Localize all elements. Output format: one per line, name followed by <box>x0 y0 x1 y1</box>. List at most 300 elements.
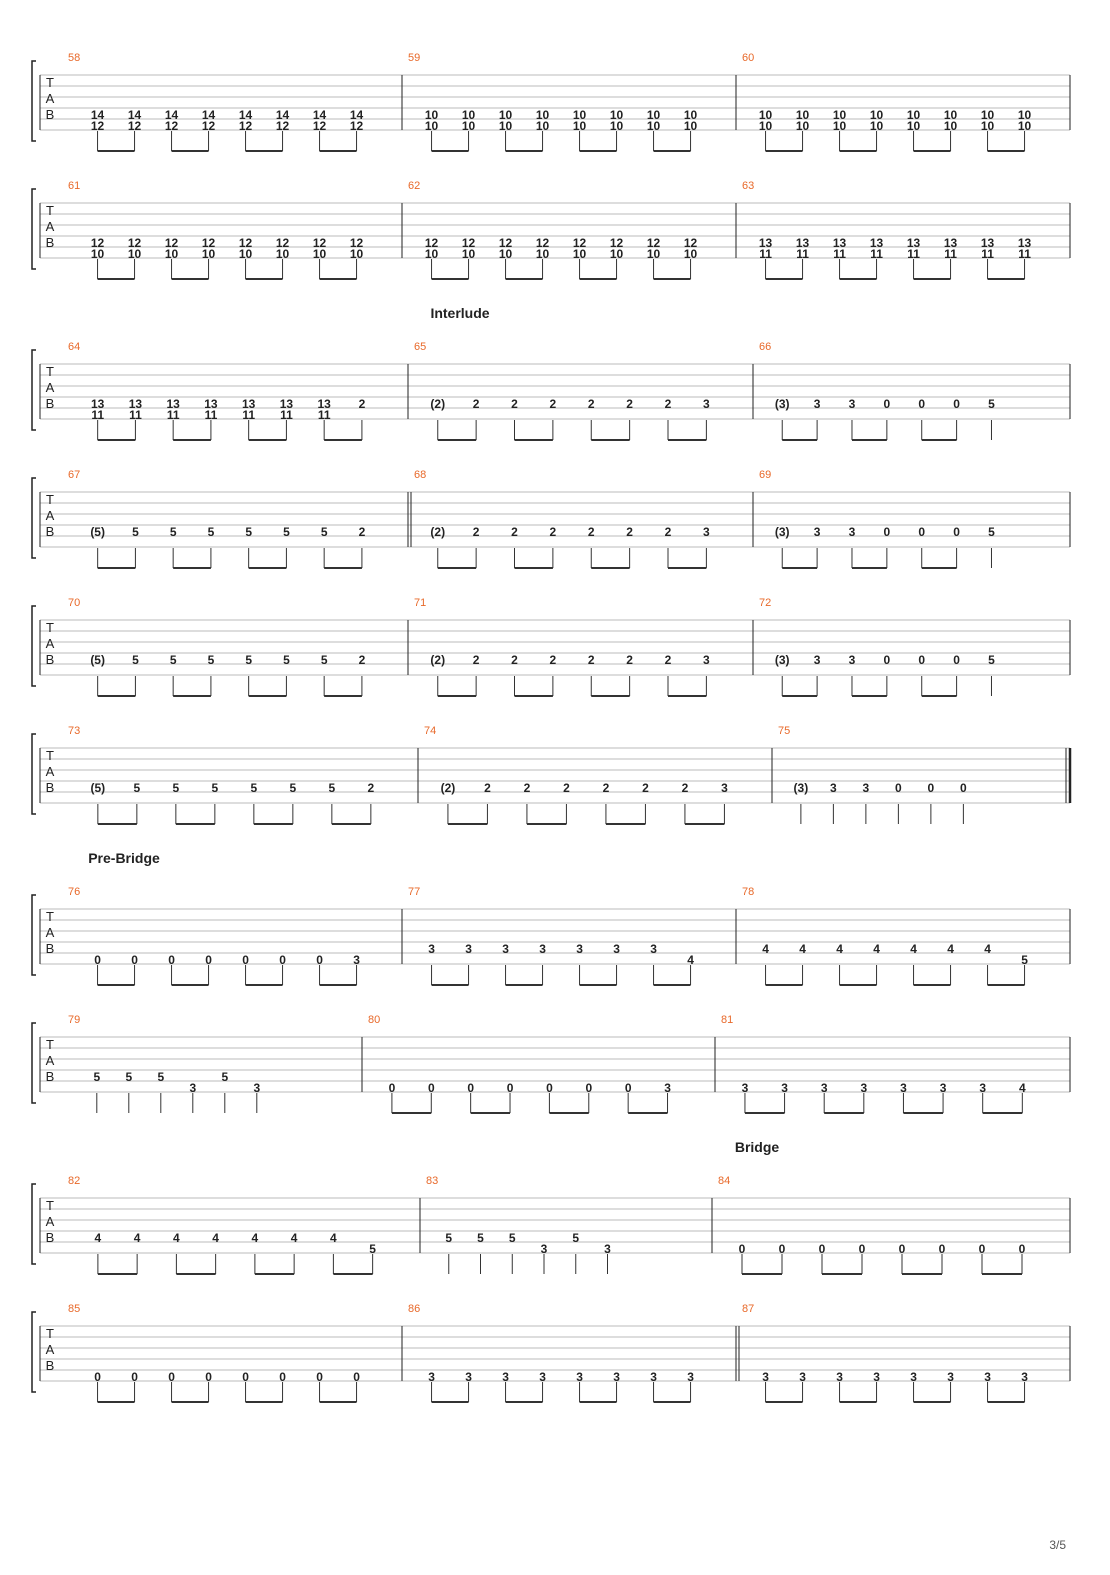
tab-clef-letter: T <box>46 620 54 635</box>
fret-number: 13 <box>166 397 180 411</box>
fret-number: 3 <box>650 1370 657 1384</box>
measure-number: 67 <box>68 469 81 481</box>
fret-number: 13 <box>758 236 773 250</box>
fret-number: 4 <box>762 942 769 956</box>
fret-number: 10 <box>572 119 587 133</box>
system-bracket <box>32 1312 36 1392</box>
fret-number: 0 <box>978 1242 986 1256</box>
fret-number: 4 <box>687 953 694 967</box>
fret-number: 12 <box>349 119 364 133</box>
fret-number: (5) <box>90 653 105 667</box>
measure-number: 85 <box>68 1303 81 1315</box>
fret-number: 0 <box>953 525 960 539</box>
fret-number: 0 <box>168 953 175 967</box>
fret-number: 4 <box>873 942 880 956</box>
measure-number: 71 <box>414 597 427 609</box>
fret-number: 5 <box>211 781 219 795</box>
system-bracket <box>32 350 36 430</box>
fret-number: 13 <box>204 397 218 411</box>
fret-number: 3 <box>613 942 620 956</box>
fret-number: 0 <box>927 781 935 795</box>
fret-number: 3 <box>830 781 837 795</box>
fret-number: 14 <box>349 108 364 122</box>
fret-number: 0 <box>918 397 926 411</box>
section-label: Interlude <box>430 305 490 321</box>
fret-number: 5 <box>157 1070 165 1084</box>
fret-number: 3 <box>979 1081 987 1095</box>
fret-number: 5 <box>328 781 336 795</box>
fret-number: 5 <box>93 1070 101 1084</box>
fret-number: 12 <box>572 236 587 250</box>
fret-number: 2 <box>642 781 649 795</box>
fret-number: 4 <box>836 942 843 956</box>
fret-number: 10 <box>238 247 253 261</box>
fret-number: 10 <box>461 119 476 133</box>
fret-number: 10 <box>795 108 810 122</box>
fret-number: 10 <box>498 108 513 122</box>
fret-number: 12 <box>498 236 513 250</box>
fret-number: 0 <box>858 1242 866 1256</box>
fret-number: 10 <box>609 119 624 133</box>
tab-clef-letter: A <box>45 636 55 651</box>
fret-number: 10 <box>609 108 624 122</box>
fret-number: 4 <box>173 1231 180 1245</box>
fret-number: 3 <box>813 397 821 411</box>
fret-number: 3 <box>848 397 856 411</box>
fret-number: 2 <box>511 525 518 539</box>
fret-number: 12 <box>312 119 327 133</box>
fret-number: 3 <box>502 942 509 956</box>
fret-number: 11 <box>242 408 256 422</box>
measure-number: 84 <box>718 1175 731 1187</box>
fret-number: 5 <box>125 1070 133 1084</box>
fret-number: 10 <box>758 119 773 133</box>
fret-number: 0 <box>506 1081 514 1095</box>
fret-number: 10 <box>572 108 587 122</box>
section-label: Bridge <box>734 1139 780 1155</box>
fret-number: 3 <box>253 1081 261 1095</box>
fret-number: 13 <box>980 236 995 250</box>
measure-number: 63 <box>742 180 755 192</box>
fret-number: 0 <box>883 653 891 667</box>
fret-number: 2 <box>549 525 557 539</box>
fret-number: 10 <box>683 247 698 261</box>
fret-number: 4 <box>133 1231 141 1245</box>
fret-number: 2 <box>587 397 595 411</box>
fret-number: 13 <box>795 236 810 250</box>
fret-number: 14 <box>164 108 179 122</box>
fret-number: 0 <box>94 953 101 967</box>
tab-system <box>32 1014 1070 1113</box>
fret-number: 0 <box>883 397 891 411</box>
fret-number: 2 <box>664 653 672 667</box>
tab-clef-letter: B <box>45 396 55 411</box>
fret-number: 11 <box>129 408 142 422</box>
fret-number: 2 <box>472 525 480 539</box>
fret-number: 14 <box>201 108 216 122</box>
fret-number: (3) <box>793 781 809 795</box>
fret-number: 3 <box>947 1370 954 1384</box>
fret-number: 14 <box>90 108 105 122</box>
measure-number: 66 <box>759 341 772 353</box>
fret-number: 3 <box>813 653 821 667</box>
tab-system <box>32 305 1070 440</box>
fret-number: 2 <box>549 653 557 667</box>
fret-number: 2 <box>587 525 595 539</box>
fret-number: 3 <box>799 1370 806 1384</box>
fret-number: 3 <box>741 1081 749 1095</box>
fret-number: 13 <box>906 236 921 250</box>
fret-number: 2 <box>626 653 633 667</box>
fret-number: 5 <box>572 1231 580 1245</box>
fret-number: (2) <box>440 781 456 795</box>
fret-number: 0 <box>624 1081 632 1095</box>
fret-number: 10 <box>275 247 290 261</box>
fret-number: 5 <box>988 653 995 667</box>
fret-number: 2 <box>511 653 518 667</box>
tab-clef-letter: T <box>46 748 54 763</box>
fret-number: 3 <box>604 1242 611 1256</box>
fret-number: (5) <box>90 525 105 539</box>
fret-number: 0 <box>778 1242 786 1256</box>
fret-number: 13 <box>1017 236 1032 250</box>
fret-number: 12 <box>164 236 179 250</box>
fret-number: 0 <box>353 1370 360 1384</box>
fret-number: 0 <box>960 781 967 795</box>
fret-number: 5 <box>207 525 215 539</box>
fret-number: 3 <box>687 1370 694 1384</box>
fret-number: 10 <box>795 119 810 133</box>
tab-clef-letter: B <box>45 235 55 250</box>
fret-number: 11 <box>870 247 883 261</box>
fret-number: 4 <box>799 942 806 956</box>
fret-number: 10 <box>424 247 439 261</box>
tab-clef-letter: B <box>45 524 55 539</box>
fret-number: 10 <box>646 247 661 261</box>
fret-number: 10 <box>535 108 550 122</box>
fret-number: 0 <box>427 1081 435 1095</box>
fret-number: 10 <box>980 119 995 133</box>
fret-number: 2 <box>626 397 633 411</box>
fret-number: 2 <box>472 653 480 667</box>
fret-number: 13 <box>317 397 331 411</box>
fret-number: 10 <box>535 247 550 261</box>
fret-number: 12 <box>238 119 253 133</box>
fret-number: 13 <box>241 397 256 411</box>
tab-clef-letter: T <box>46 75 54 90</box>
section-label: Pre-Bridge <box>88 850 160 866</box>
fret-number: 10 <box>980 108 995 122</box>
fret-number: 3 <box>762 1370 769 1384</box>
measure-number: 86 <box>408 1303 421 1315</box>
fret-number: (3) <box>774 525 790 539</box>
fret-number: 3 <box>540 1242 548 1256</box>
fret-number: 10 <box>424 108 439 122</box>
fret-number: 2 <box>358 653 366 667</box>
fret-number: 5 <box>169 525 177 539</box>
fret-number: 0 <box>316 1370 323 1384</box>
fret-number: 3 <box>502 1370 509 1384</box>
fret-number: 3 <box>189 1081 197 1095</box>
fret-number: 14 <box>238 108 253 122</box>
fret-number: 3 <box>465 942 472 956</box>
fret-number: 2 <box>358 397 366 411</box>
tab-clef-letter: A <box>45 1342 55 1357</box>
tab-clef-letter: A <box>45 219 55 234</box>
fret-number: 0 <box>953 653 960 667</box>
fret-number: 4 <box>251 1231 259 1245</box>
fret-number: 10 <box>498 119 513 133</box>
fret-number: 0 <box>918 653 926 667</box>
fret-number: 3 <box>539 942 546 956</box>
fret-number: 10 <box>424 119 439 133</box>
fret-number: 5 <box>283 525 290 539</box>
fret-number: 3 <box>576 1370 583 1384</box>
fret-number: 2 <box>511 397 518 411</box>
fret-number: (5) <box>90 781 106 795</box>
tab-system <box>32 850 1070 985</box>
fret-number: 5 <box>133 781 141 795</box>
fret-number: 10 <box>869 108 884 122</box>
fret-number: 10 <box>535 119 550 133</box>
fret-number: 0 <box>918 525 926 539</box>
fret-number: 2 <box>367 781 375 795</box>
fret-number: 2 <box>358 525 366 539</box>
fret-number: 0 <box>898 1242 906 1256</box>
fret-number: 13 <box>943 236 958 250</box>
fret-number: 5 <box>988 397 995 411</box>
tab-clef-letter: B <box>45 780 55 795</box>
fret-number: 3 <box>900 1081 907 1095</box>
fret-number: 5 <box>988 525 995 539</box>
system-bracket <box>32 1023 36 1103</box>
fret-number: 5 <box>245 525 253 539</box>
fret-number: 3 <box>873 1370 880 1384</box>
fret-number: 3 <box>353 953 360 967</box>
fret-number: 13 <box>869 236 884 250</box>
fret-number: 11 <box>280 408 293 422</box>
fret-number: 10 <box>832 108 847 122</box>
fret-number: 11 <box>796 247 809 261</box>
fret-number: 3 <box>910 1370 917 1384</box>
fret-number: 10 <box>869 119 884 133</box>
fret-number: 12 <box>201 236 216 250</box>
fret-number: 11 <box>833 247 846 261</box>
fret-number: 13 <box>128 397 143 411</box>
fret-number: 3 <box>539 1370 546 1384</box>
tab-clef-letter: B <box>45 941 55 956</box>
fret-number: 11 <box>166 408 180 422</box>
fret-number: 10 <box>312 247 327 261</box>
measure-number: 72 <box>759 597 772 609</box>
fret-number: 3 <box>836 1370 843 1384</box>
fret-number: (2) <box>430 525 446 539</box>
fret-number: 4 <box>910 942 917 956</box>
measure-number: 61 <box>68 180 81 192</box>
fret-number: 3 <box>465 1370 472 1384</box>
fret-number: 3 <box>848 525 856 539</box>
fret-number: 0 <box>1018 1242 1026 1256</box>
page-number: 3/5 <box>1049 1538 1066 1552</box>
fret-number: 14 <box>275 108 290 122</box>
fret-number: 10 <box>1017 108 1032 122</box>
fret-number: 0 <box>316 953 323 967</box>
fret-number: 4 <box>1018 1081 1026 1095</box>
tab-system <box>32 1303 1070 1402</box>
measure-number: 78 <box>742 886 755 898</box>
fret-number: 3 <box>813 525 821 539</box>
fret-number: 12 <box>127 236 142 250</box>
fret-number: 2 <box>587 653 595 667</box>
system-bracket <box>32 734 36 814</box>
fret-number: 10 <box>683 108 698 122</box>
fret-number: 14 <box>127 108 142 122</box>
fret-number: 13 <box>832 236 847 250</box>
fret-number: 11 <box>91 408 105 422</box>
fret-number: 3 <box>650 942 657 956</box>
fret-number: 11 <box>1018 247 1031 261</box>
fret-number: 3 <box>820 1081 828 1095</box>
fret-number: 12 <box>238 236 253 250</box>
measure-number: 76 <box>68 886 81 898</box>
fret-number: 10 <box>127 247 142 261</box>
fret-number: 2 <box>681 781 689 795</box>
tab-clef-letter: A <box>45 925 55 940</box>
fret-number: 0 <box>546 1081 553 1095</box>
fret-number: 0 <box>131 1370 138 1384</box>
fret-number: 10 <box>498 247 513 261</box>
fret-number: 2 <box>549 397 557 411</box>
system-bracket <box>32 478 36 558</box>
fret-number: 3 <box>781 1081 788 1095</box>
fret-number: 3 <box>848 653 856 667</box>
fret-number: 4 <box>212 1231 219 1245</box>
fret-number: 5 <box>207 653 215 667</box>
fret-number: 5 <box>169 653 177 667</box>
fret-number: 10 <box>572 247 587 261</box>
fret-number: 2 <box>602 781 610 795</box>
fret-number: 0 <box>168 1370 175 1384</box>
tab-clef-letter: T <box>46 203 54 218</box>
fret-number: 12 <box>424 236 439 250</box>
fret-number: 5 <box>132 525 139 539</box>
fret-number: 0 <box>388 1081 396 1095</box>
fret-number: 10 <box>461 247 476 261</box>
system-bracket <box>32 606 36 686</box>
fret-number: (3) <box>774 653 790 667</box>
tab-clef-letter: A <box>45 91 55 106</box>
fret-number: 3 <box>613 1370 620 1384</box>
fret-number: 11 <box>944 247 957 261</box>
measure-number: 58 <box>68 52 81 64</box>
fret-number: 10 <box>646 108 661 122</box>
fret-number: 10 <box>1017 119 1032 133</box>
fret-number: 5 <box>1021 953 1028 967</box>
fret-number: 3 <box>721 781 728 795</box>
fret-number: (2) <box>430 653 446 667</box>
tab-system <box>32 52 1070 151</box>
fret-number: (3) <box>774 397 790 411</box>
fret-number: 12 <box>275 236 290 250</box>
fret-number: 5 <box>283 653 290 667</box>
fret-number: 10 <box>906 119 921 133</box>
fret-number: 10 <box>832 119 847 133</box>
fret-number: 13 <box>90 397 105 411</box>
fret-number: 3 <box>1021 1370 1028 1384</box>
tab-clef-letter: T <box>46 1326 54 1341</box>
tab-system <box>32 725 1070 824</box>
fret-number: 0 <box>131 953 138 967</box>
fret-number: 10 <box>943 108 958 122</box>
fret-number: 12 <box>349 236 364 250</box>
fret-number: 0 <box>205 1370 212 1384</box>
fret-number: 0 <box>738 1242 746 1256</box>
fret-number: 0 <box>279 953 286 967</box>
measure-number: 69 <box>759 469 772 481</box>
fret-number: (2) <box>430 397 446 411</box>
fret-number: 3 <box>664 1081 671 1095</box>
fret-number: 11 <box>204 408 218 422</box>
fret-number: 5 <box>508 1231 516 1245</box>
fret-number: 0 <box>94 1370 101 1384</box>
measure-number: 81 <box>721 1014 734 1026</box>
fret-number: 2 <box>664 397 672 411</box>
fret-number: 2 <box>626 525 633 539</box>
tab-system <box>32 469 1070 568</box>
fret-number: 5 <box>369 1242 376 1256</box>
fret-number: 3 <box>862 781 870 795</box>
measure-number: 73 <box>68 725 81 737</box>
fret-number: 2 <box>472 397 480 411</box>
fret-number: 5 <box>320 653 328 667</box>
fret-number: 12 <box>164 119 179 133</box>
fret-number: 12 <box>90 119 105 133</box>
tab-clef-letter: B <box>45 107 55 122</box>
tab-clef-letter: T <box>46 1037 54 1052</box>
tab-system <box>32 597 1070 696</box>
fret-number: 3 <box>428 942 435 956</box>
fret-number: 2 <box>563 781 570 795</box>
fret-number: 5 <box>289 781 297 795</box>
fret-number: 10 <box>201 247 216 261</box>
fret-number: 5 <box>172 781 180 795</box>
measure-number: 75 <box>778 725 791 737</box>
fret-number: 10 <box>90 247 105 261</box>
fret-number: 12 <box>275 119 290 133</box>
fret-number: 5 <box>245 653 253 667</box>
fret-number: 0 <box>585 1081 593 1095</box>
measure-number: 64 <box>68 341 81 353</box>
fret-number: 4 <box>984 942 991 956</box>
system-bracket <box>32 895 36 975</box>
measure-number: 59 <box>408 52 421 64</box>
fret-number: 3 <box>703 653 710 667</box>
measure-number: 77 <box>408 886 421 898</box>
fret-number: 4 <box>947 942 954 956</box>
fret-number: 2 <box>523 781 531 795</box>
fret-number: 3 <box>428 1370 435 1384</box>
fret-number: 5 <box>132 653 139 667</box>
fret-number: 13 <box>279 397 294 411</box>
measure-number: 87 <box>742 1303 755 1315</box>
fret-number: 12 <box>312 236 327 250</box>
fret-number: 3 <box>939 1081 947 1095</box>
fret-number: 3 <box>984 1370 991 1384</box>
measure-number: 82 <box>68 1175 81 1187</box>
fret-number: 11 <box>981 247 994 261</box>
fret-number: 12 <box>609 236 624 250</box>
fret-number: 2 <box>664 525 672 539</box>
